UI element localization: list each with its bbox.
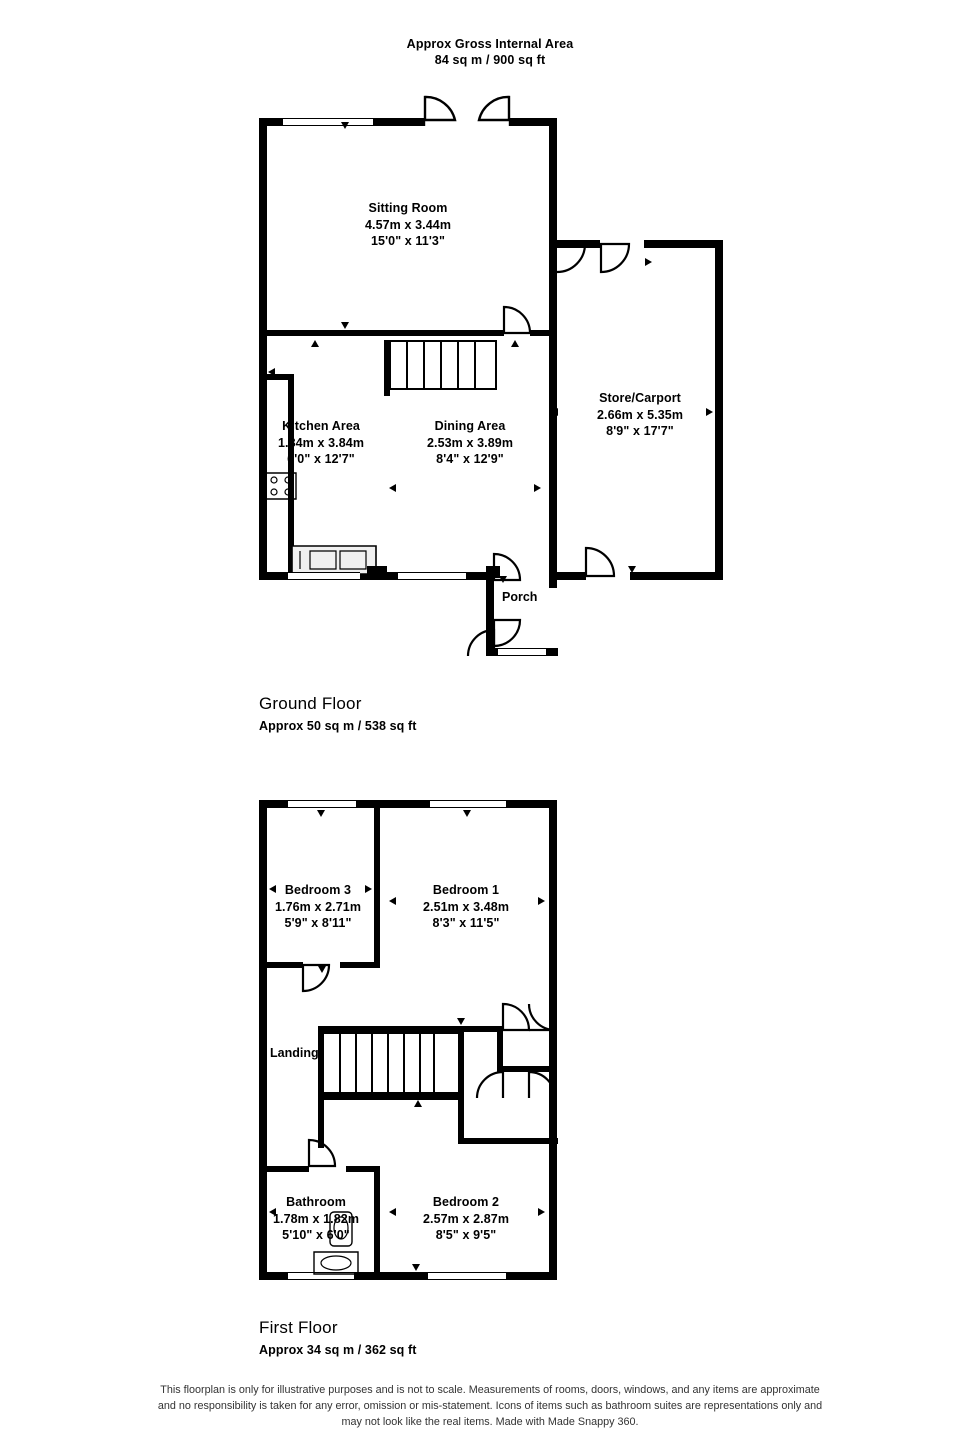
- arrow-bed3-top: [317, 810, 325, 817]
- room-label-sitting-room: Sitting Room 4.57m x 3.44m 15'0" x 11'3": [364, 201, 452, 248]
- gross-area-line1: Approx Gross Internal Area: [406, 37, 574, 51]
- arrow-bed1-right: [538, 897, 545, 905]
- disclaimer-line3: may not look like the real items. Made with Made Snappy 360.: [341, 1416, 639, 1428]
- first-floor-area: Approx 34 sq m / 362 sq ft: [259, 1343, 417, 1357]
- arrow-bed1-bottom: [457, 1018, 465, 1025]
- arrow-bed3-bottom: [318, 966, 326, 973]
- room-label-bedroom2: Bedroom 2 2.57m x 2.87m 8'5" x 9'5": [422, 1195, 510, 1242]
- gross-area-line2: 84 sq m / 900 sq ft: [434, 53, 546, 67]
- ground-floor-area: Approx 50 sq m / 538 sq ft: [259, 719, 417, 733]
- room-label-bathroom: Bathroom 1.78m x 1.82m 5'10" x 6'0": [272, 1195, 360, 1242]
- arrow-stair-bottom: [414, 1100, 422, 1107]
- first-floor-title: First Floor: [259, 1318, 338, 1337]
- arrow-bed3-left: [269, 885, 276, 893]
- room-label-bedroom1: Bedroom 1 2.51m x 3.48m 8'3" x 11'5": [422, 883, 510, 930]
- arrow-bed1-top: [463, 810, 471, 817]
- room-label-kitchen-area: Kitchen Area 1.84m x 3.84m 6'0" x 12'7": [277, 419, 365, 466]
- room-label-bedroom3: Bedroom 3 1.76m x 2.71m 5'9" x 8'11": [274, 883, 362, 930]
- room-label-porch: Porch: [502, 590, 538, 604]
- disclaimer-line1: This floorplan is only for illustrative purposes and is not to scale. Measurements of rooms, doors, windows, and any items are approximate: [160, 1384, 820, 1396]
- arrow-bathroom-left: [269, 1208, 276, 1216]
- arrow-bed3-right: [365, 885, 372, 893]
- disclaimer-line2: and no responsibility is taken for any error, omission or mis-statement. Icons of items such as bathroom suites are representations only and: [157, 1400, 823, 1412]
- arrow-bed2-right: [538, 1208, 545, 1216]
- room-label-dining-area: Dining Area 2.53m x 3.89m 8'4" x 12'9": [426, 419, 514, 466]
- room-label-store-carport: Store/Carport 2.66m x 5.35m 8'9" x 17'7": [596, 391, 684, 438]
- arrow-bed2-bottom: [412, 1264, 420, 1271]
- ground-floor-title: Ground Floor: [259, 694, 362, 713]
- arrow-bed2-left: [389, 1208, 396, 1216]
- arrow-bed1-left: [389, 897, 396, 905]
- room-label-landing: Landing: [270, 1046, 319, 1060]
